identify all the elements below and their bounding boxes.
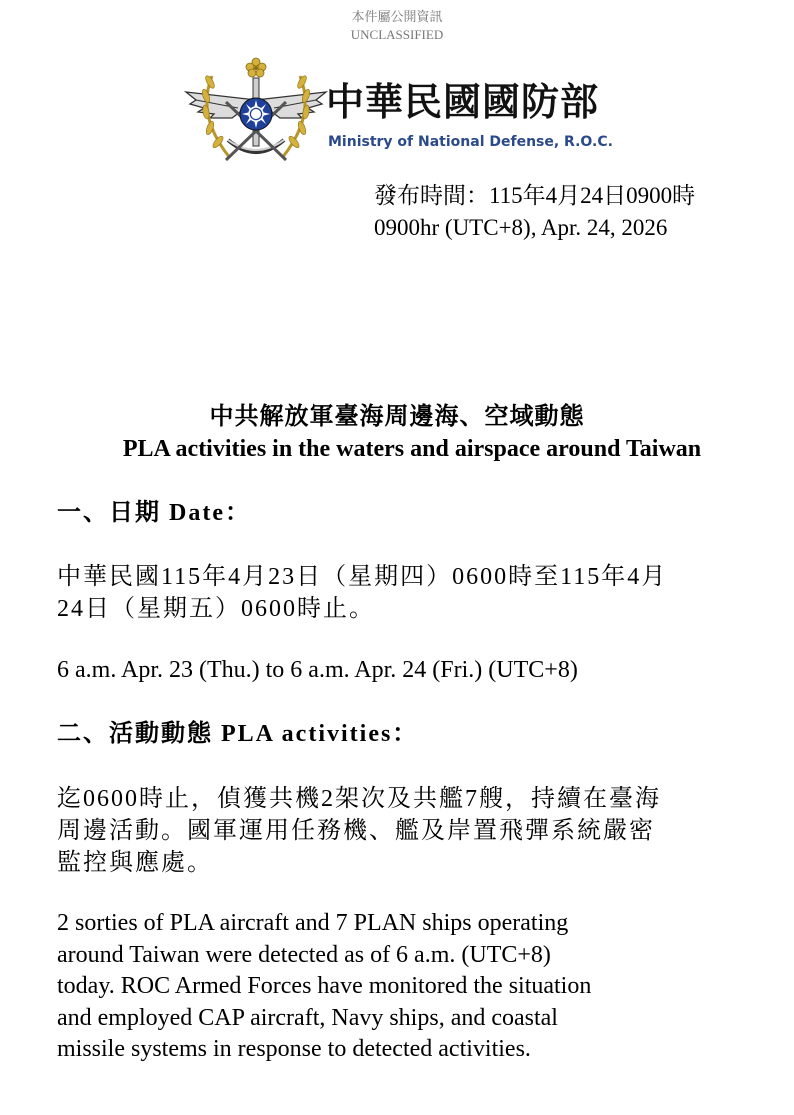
classification-banner — [0, 8, 794, 44]
activities-paragraph-zh-line: 監控與應處。 — [57, 850, 213, 876]
activities-paragraph-en — [57, 908, 747, 1066]
activities-paragraph-en-line: 2 sorties of PLA aircraft and 7 PLAN ships operating — [57, 910, 569, 936]
document-title-en: PLA activities in the waters and airspace around Taiwan — [122, 436, 702, 462]
classification-en: UNCLASSIFIED — [350, 27, 444, 42]
date-paragraph-en: 6 a.m. Apr. 23 (Thu.) to 6 a.m. Apr. 24 (Fri.) (UTC+8) — [57, 657, 578, 683]
activities-paragraph-zh-line: 迄0600時止，偵獲共機2架次及共艦7艘，持續在臺海 — [57, 786, 661, 812]
release-time-en: 0900hr (UTC+8), Apr. 24, 2026 — [374, 215, 668, 240]
org-name-en: Ministry of National Defense, R.O.C. — [328, 134, 613, 150]
org-name-zh: 中華民國國防部 — [326, 80, 600, 124]
mnd-emblem-icon — [182, 56, 330, 174]
activities-paragraph-en-line: around Taiwan were detected as of 6 a.m. (UTC+8) — [57, 941, 551, 968]
activities-paragraph-zh-line: 周邊活動。國軍運用任務機、艦及岸置飛彈系統嚴密 — [57, 818, 655, 844]
date-paragraph-zh-line: 中華民國115年4月23日（星期四）0600時至115年4月 — [57, 564, 668, 590]
activities-paragraph-en-line: missile systems in response to detected activities. — [57, 1036, 531, 1062]
release-time-zh: 發布時間：115年4月24日0900時 — [374, 183, 696, 208]
date-paragraph-zh-line: 24日（星期五）0600時止。 — [57, 596, 375, 622]
release-time — [374, 180, 695, 244]
activities-paragraph-en-line: and employed CAP aircraft, Navy ships, and coastal — [57, 1004, 558, 1031]
section-heading-activities: 二、活動動態 PLA activities： — [57, 721, 419, 747]
document-title-zh: 中共解放軍臺海周邊海、空域動態 — [209, 404, 585, 430]
activities-paragraph-zh — [57, 783, 747, 879]
activities-paragraph-en-line: today. ROC Armed Forces have monitored the situation — [57, 973, 592, 999]
date-paragraph-zh — [57, 561, 747, 625]
classification-zh: 本件屬公開資訊 — [351, 9, 443, 24]
section-heading-date: 一、日期 Date： — [57, 500, 251, 526]
